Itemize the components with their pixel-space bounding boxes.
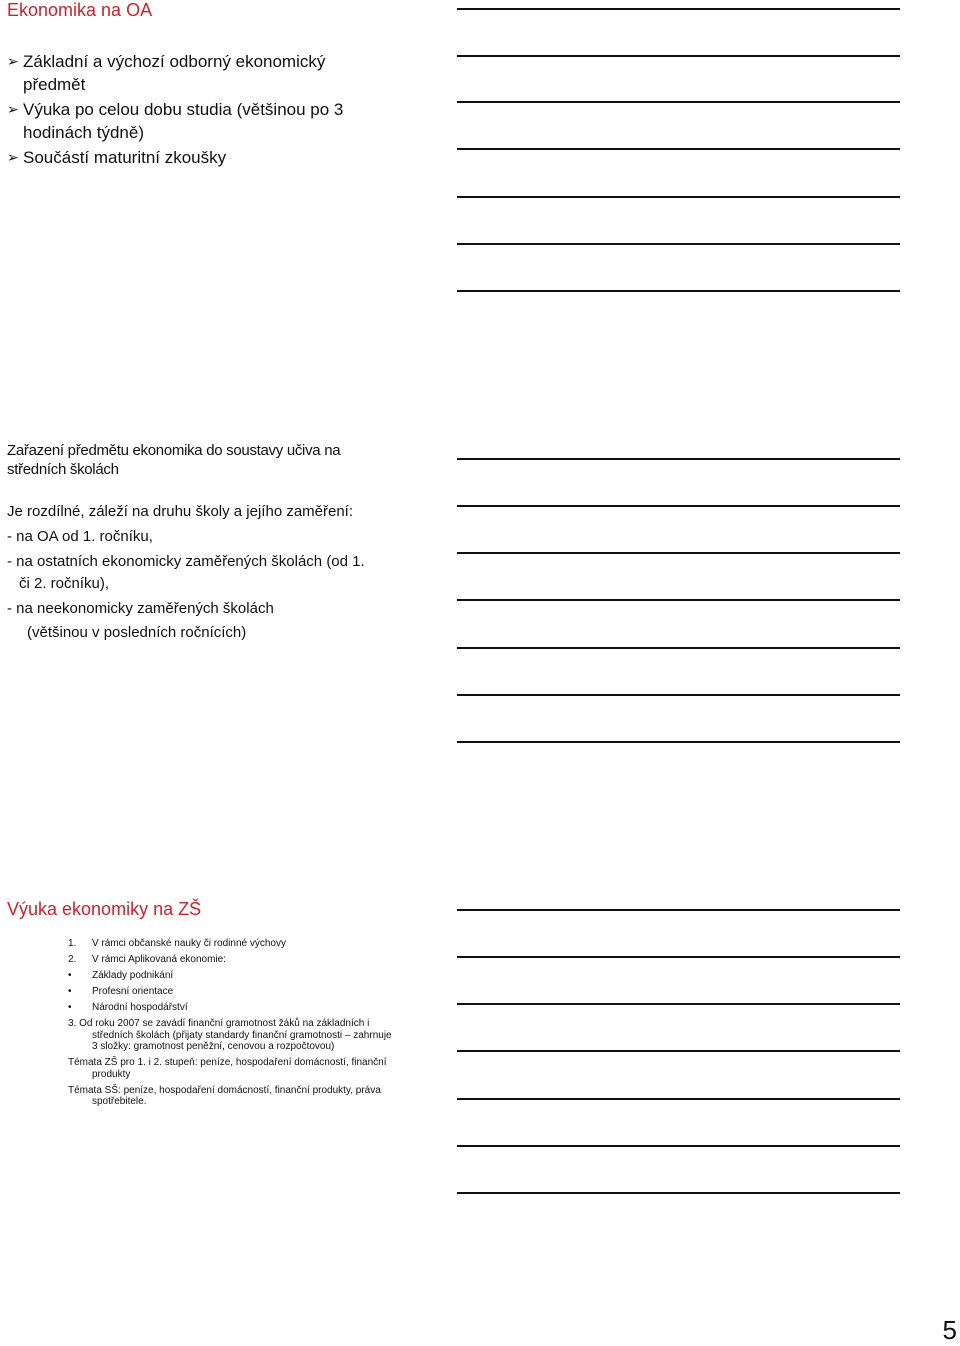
note-line [457,1098,900,1100]
slide-2-line: - na ostatních ekonomicky zaměřených školách (od 1. [7,553,365,570]
note-line [457,1145,900,1147]
note-line [457,552,900,554]
note-line [457,8,900,10]
slide-3-paragraph: 3. Od roku 2007 se zavádí finanční gramotnost žáků na základních i středních školách (přijaty standardy finanční gramotnosti – zahrnuje 3 složky: gramotnost peněžní, cenovou a rozpočtovou) [68,1018,392,1052]
note-line [457,458,900,460]
note-line [457,148,900,150]
note-line [457,956,900,958]
list-item: ➢ Základní a výchozí odborný ekonomický předmět [7,52,326,94]
note-line [457,1192,900,1194]
slide-2-line: - na neekonomicky zaměřených školách [7,600,274,617]
slide-3-paragraph: Témata SŠ: peníze, hospodaření domácností, finanční produkty, práva spotřebitele. [68,1084,381,1107]
note-line [457,505,900,507]
note-line [457,909,900,911]
note-line [457,243,900,245]
slide-2-intro: Je rozdílné, záleží na druhu školy a jejího zaměření: [7,503,354,520]
note-line [457,1003,900,1005]
note-line [457,1050,900,1052]
slide-3-paragraph: Témata ZŠ pro 1. i 2. stupeň: peníze, hospodaření domácností, finanční produkty [68,1057,387,1080]
bullet-icon: • [68,1002,72,1013]
note-line [457,741,900,743]
note-line [457,647,900,649]
note-line [457,196,900,198]
list-item: • Národní hospodářství [68,1002,188,1013]
note-line [457,55,900,57]
list-item: 2. V rámci Aplikovaná ekonomie: [68,954,226,965]
slide-3-body [68,938,398,1112]
slide-1-title: Ekonomika na OA [7,0,153,20]
slide-1-bullet-list [7,50,387,171]
note-line [457,101,900,103]
note-line [457,694,900,696]
list-item: • Profesní orientace [68,986,174,997]
list-item: ➢ Součástí maturitní zkoušky [7,148,227,167]
slide-2-body [7,501,397,647]
check-arrow-icon: ➢ [7,149,19,165]
bullet-icon: • [68,986,72,997]
slide-2-line: či 2. ročníku), [19,575,110,592]
check-arrow-icon: ➢ [7,101,19,117]
check-arrow-icon: ➢ [7,53,19,69]
slide-3-title: Výuka ekonomiky na ZŠ [7,899,202,919]
page-number: 5 [942,1315,957,1345]
bullet-icon: • [68,970,72,981]
slide-2-line: - na OA od 1. ročníku, [7,528,153,545]
slide-2-title: Zařazení předmětu ekonomika do soustavy učiva na středních školách [7,442,341,478]
note-line [457,290,900,292]
list-item: • Základy podnikání [68,970,174,981]
slide-2-line: (většinou v posledních ročnících) [27,624,247,641]
list-item: 1. V rámci občanské nauky či rodinné výchovy [68,938,286,949]
note-line [457,599,900,601]
list-item: ➢ Výuka po celou dobu studia (většinou po 3 hodinách týdně) [7,100,344,142]
